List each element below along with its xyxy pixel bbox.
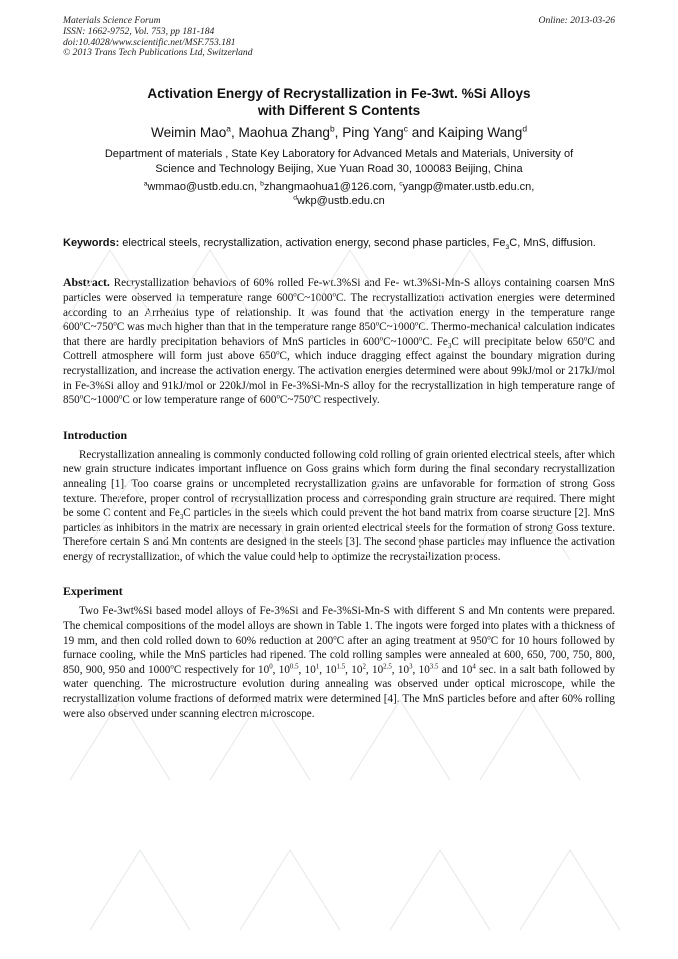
degree-mark: o (375, 320, 380, 328)
author-separator: , (230, 125, 239, 141)
degree-mark: o (293, 291, 297, 299)
author-affil-mark: b (329, 123, 335, 134)
degree-mark: o (583, 335, 588, 343)
paper-title (63, 85, 615, 119)
affiliation-line-2: Science and Technology Beijing, Xue Yuan Road 30, 100083 Beijing, China (155, 162, 523, 175)
abstract-text: C. The recrystallization activation energies were determined according to an Arrhenius type of relationship. It was found that the activation energy in the temperature range 600 (63, 291, 615, 334)
journal-header (63, 16, 615, 59)
abstract-text: C, which induce dragging effect against the boundary migration during recrystallization, and increase the activation energy. The activation energies determined were about 99kJ/mol or 217kJ/mol in Fe-3%Si alloy and 91kJ/mol or 220kJ/mol in Fe-3%Si-Mn-S alloy for the recrystallization in high temperature range of 850 (63, 350, 615, 407)
author-separator: , (334, 125, 343, 141)
paragraph-text: Recrystallization annealing is commonly conducted following cold rolling of grain oriented electrical steels, after which new grain structure indicates important influence on Goss grains which form during the final secondary recrystallization annealing [1]. Too coarse grains or uncompleted recrystallization grains are unfavorable for formation of strong Goss texture. Therefore, proper control of recrystallization process and corresponding grain structure are required. There might be some C content and Fe (63, 448, 615, 520)
paragraph-text: C for 10 hours followed by furnace cooling, while the MnS particles had ripened. The cold rolling samples were annealed at 600, 650, 700, 750, 800, 850, 900, 950 and 1000 (63, 634, 615, 676)
abstract-text: C~1000 (383, 335, 419, 348)
copyright-line: © 2013 Trans Tech Publications Ltd, Switzerland (63, 47, 253, 59)
exponent: 2 (362, 663, 366, 671)
abstract-text: C. Thermo-mechanical calculation indicates that there are hardly precipitation behaviors of MnS particles in 600 (63, 321, 615, 348)
degree-mark: o (276, 393, 280, 401)
author-name: Ping Yang (342, 125, 404, 141)
exponent: 0.5 (289, 663, 299, 671)
subscript: 3 (505, 244, 510, 252)
paragraph-text: , 10 (412, 663, 430, 676)
journal-name: Materials Science Forum (63, 15, 161, 26)
abstract-text: C or low temperature range of 600 (122, 394, 277, 407)
keywords (63, 236, 615, 250)
subscript: 3 (179, 514, 184, 522)
abstract-text: C~750 (279, 394, 311, 407)
title-line-1: Activation Energy of Recrystallization in Fe-3wt. %Si Alloys (147, 86, 531, 102)
email-link[interactable]: wkp@ustb.edu.cn (297, 195, 385, 208)
paragraph-text: sec. in a salt bath followed by water quenching. The microstructure evolution during annealing was observed under optical microscope, while the recrystallization volume fractions of deformed matrix were determined [4]. The MnS particles before and after 60% rolling were also observed under scanning electron microscope. (63, 663, 616, 720)
doi-line: doi:10.4028/www.scientific.net/MSF.753.181 (63, 36, 236, 48)
paragraph-text: C respectively for 10 (173, 663, 270, 676)
abstract (63, 275, 615, 407)
author-affil-mark: a (226, 123, 231, 134)
abstract-text: C was much higher than that in the temperature range 850 (116, 321, 376, 334)
abstract-text: C~1000 (296, 291, 333, 304)
exponent: 1.5 (336, 663, 346, 671)
abstract-text: C~1000 (83, 394, 119, 407)
exponent: 0 (269, 663, 273, 671)
degree-mark: o (487, 633, 491, 641)
paragraph-text: , 10 (272, 663, 290, 676)
author-name: Kaiping Wang (438, 125, 523, 141)
degree-mark: o (170, 663, 174, 671)
affiliation (63, 147, 615, 176)
section-heading-introduction: Introduction (63, 427, 128, 442)
degree-mark: o (79, 320, 84, 328)
keywords-label: Keywords: (63, 237, 120, 250)
exponent: 4 (472, 663, 476, 671)
paragraph-text: , 10 (391, 663, 410, 676)
degree-mark: o (79, 393, 84, 401)
issn-line: ISSN: 1662-9752, Vol. 753, pp 181-184 (63, 25, 215, 37)
abstract-text: Recrystallization behaviors of 60% rolled Fe-wt.3%Si and Fe- wt.3%Si-Mn-S alloys containing coarsen MnS particles were observed in temperature range 600 (63, 277, 615, 304)
degree-mark: o (118, 393, 123, 401)
abstract-text: C and Cottrell atmosphere will form just above 650 (63, 335, 615, 363)
abstract-label: Abstract. (63, 275, 110, 290)
email-mark: d (293, 194, 298, 202)
affiliation-line-1: Department of materials , State Key Laboratory for Advanced Metals and Materials, University of (104, 148, 574, 161)
exponent: 2.5 (383, 663, 392, 671)
abstract-text: C respectively. (313, 394, 380, 407)
abstract-text: C~1000 (379, 321, 415, 334)
title-line-2: with Different S Contents (257, 103, 421, 119)
keywords-text: electrical steels, recrystallization, activation energy, second phase particles, Fe (119, 237, 506, 250)
exponent: 3 (409, 663, 413, 671)
paragraph-text: , 10 (319, 663, 337, 676)
exponent: 1 (315, 663, 320, 671)
email-link[interactable]: zhangmaohua1@126.com, (263, 181, 400, 194)
paragraph-text: , 10 (298, 663, 316, 676)
abstract-text: C will precipitate below 650 (451, 335, 584, 348)
email-link[interactable]: yangp@mater.ustb.edu.cn, (402, 181, 535, 194)
keywords-text: C, MnS, diffusion. (509, 237, 596, 250)
author-affil-mark: c (403, 123, 408, 134)
degree-mark: o (379, 335, 384, 343)
author-name: Maohua Zhang (238, 125, 330, 141)
degree-mark: o (333, 633, 337, 641)
introduction-paragraph (63, 448, 615, 565)
paragraph-text: and 10 (438, 663, 473, 676)
author-list (63, 124, 615, 142)
subscript: 3 (447, 342, 452, 350)
abstract-text: C. Fe (422, 335, 448, 348)
author-emails (63, 180, 615, 208)
degree-mark: o (418, 335, 423, 343)
author-name: Weimin Mao (150, 125, 227, 141)
degree-mark: o (332, 291, 336, 299)
author-affil-mark: d (522, 123, 527, 134)
degree-mark: o (414, 320, 419, 328)
paragraph-text: C after an aging treatment at 950 (336, 634, 488, 647)
email-mark: c (399, 180, 403, 188)
degree-mark: o (276, 349, 280, 357)
online-date: Online: 2013-03-26 (538, 15, 615, 26)
paragraph-text: , 10 (365, 663, 384, 676)
degree-mark: o (113, 320, 117, 328)
paragraph-text: Two Fe-3wt%Si based model alloys of Fe-3%Si and Fe-3%Si-Mn-S with different S and Mn contents were prepared. The chemical compositions of the model alloys are shown in Table 1. The ingots were forged into plates with a thickness of 19 mm, and then cold rolled down to 60% reduction at 200 (63, 605, 615, 647)
email-mark: a (143, 180, 148, 188)
author-separator: and (407, 125, 439, 141)
exponent: 3.5 (429, 663, 439, 671)
paragraph-text: , 10 (345, 663, 363, 676)
abstract-text: C~750 (83, 321, 114, 334)
email-mark: b (260, 180, 264, 188)
experiment-paragraph (63, 604, 615, 721)
degree-mark: o (310, 393, 314, 401)
section-heading-experiment: Experiment (63, 584, 123, 599)
email-link[interactable]: wmmao@ustb.edu.cn, (147, 181, 261, 194)
paragraph-text: C particles in the steels which could prevent the hot band matrix from coarse structure [2]. MnS particles as inhibitors in the matrix are necessary in grain oriented electrical steels for the formation of strong Goss texture. Therefore certain S and Mn contents are designed in the steels [3]. The second phase particles may influence the activation energy of recrystallization, of which the value could help to optimize the recrystallization process. (63, 507, 616, 563)
